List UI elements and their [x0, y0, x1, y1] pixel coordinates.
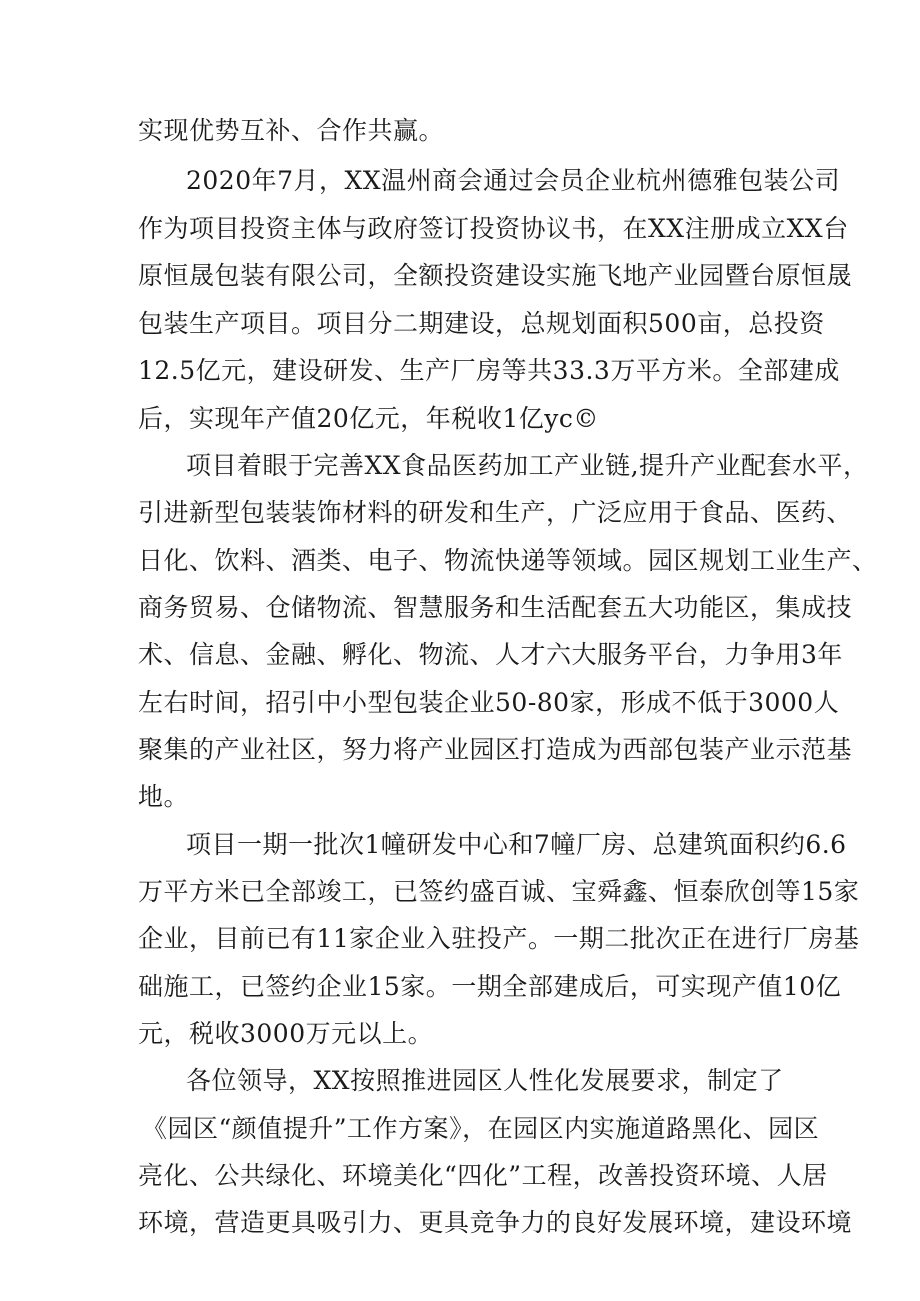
- text-line: 企业，目前已有11家企业入驻投产。一期二批次正在进行厂房基: [138, 924, 860, 953]
- text-line: 《园区“颜值提升”工作方案》，在园区内实施道路黑化、园区: [142, 1114, 820, 1143]
- text-line: 商务贸易、仓储物流、智慧服务和生活配套五大功能区，集成技: [138, 593, 853, 622]
- text-line: 万平方米已全部竣工，已签约盛百诚、宝舜鑫、恒泰欣创等15家: [138, 877, 860, 906]
- text-line: 础施工，已签约企业15家。一期全部建成后，可实现产值10亿: [138, 972, 842, 1001]
- text-line: 地。: [138, 782, 190, 811]
- text-line: 作为项目投资主体与政府签订投资协议书，在XX注册成立XX台: [138, 214, 849, 243]
- text-line: 包装生产项目。项目分二期建设，总规划面积500亩，总投资: [138, 309, 825, 338]
- text-line: 聚集的产业社区，努力将产业园区打造成为西部包装产业示范基: [138, 735, 853, 764]
- text-line: 亮化、公共绿化、环境美化“四化”工程，改善投资环境、人居: [138, 1161, 828, 1190]
- text-line: 原恒晟包装有限公司，全额投资建设实施飞地产业园暨台原恒晟: [138, 261, 853, 290]
- text-line: 元，税收3000万元以上。: [138, 1019, 434, 1048]
- paragraph-first-line: 项目着眼于完善XX食品医药加工产业链,提升产业配套水平，: [186, 451, 869, 480]
- text-line: 引进新型包装装饰材料的研发和生产，广泛应用于食品、医药、: [138, 498, 853, 527]
- paragraph-first-line: 各位领导，XX按照推进园区人性化发展要求，制定了: [186, 1066, 784, 1095]
- paragraph-first-line: 2020年7月，XX温州商会通过会员企业杭州德雅包装公司: [186, 166, 841, 195]
- text-line: 实现优势互补、合作共赢。: [138, 116, 445, 145]
- text-line: 后，实现年产值20亿元，年税收1亿yc©: [138, 404, 599, 433]
- text-line: 术、信息、金融、孵化、物流、人才六大服务平台，力争用3年: [138, 640, 843, 669]
- text-line: 环境，营造更具吸引力、更具竞争力的良好发展环境，建设环境: [138, 1208, 853, 1237]
- text-line: 12.5亿元，建设研发、生产厂房等共33.3万平方米。全部建成: [138, 356, 840, 385]
- text-line: 左右时间，招引中小型包装企业50-80家，形成不低于3000人: [138, 688, 840, 717]
- paragraph-first-line: 项目一期一批次1幢研发中心和7幢厂房、总建筑面积约6.6: [186, 830, 847, 859]
- text-line: 日化、饮料、酒类、电子、物流快递等领域。园区规划工业生产、: [138, 546, 878, 575]
